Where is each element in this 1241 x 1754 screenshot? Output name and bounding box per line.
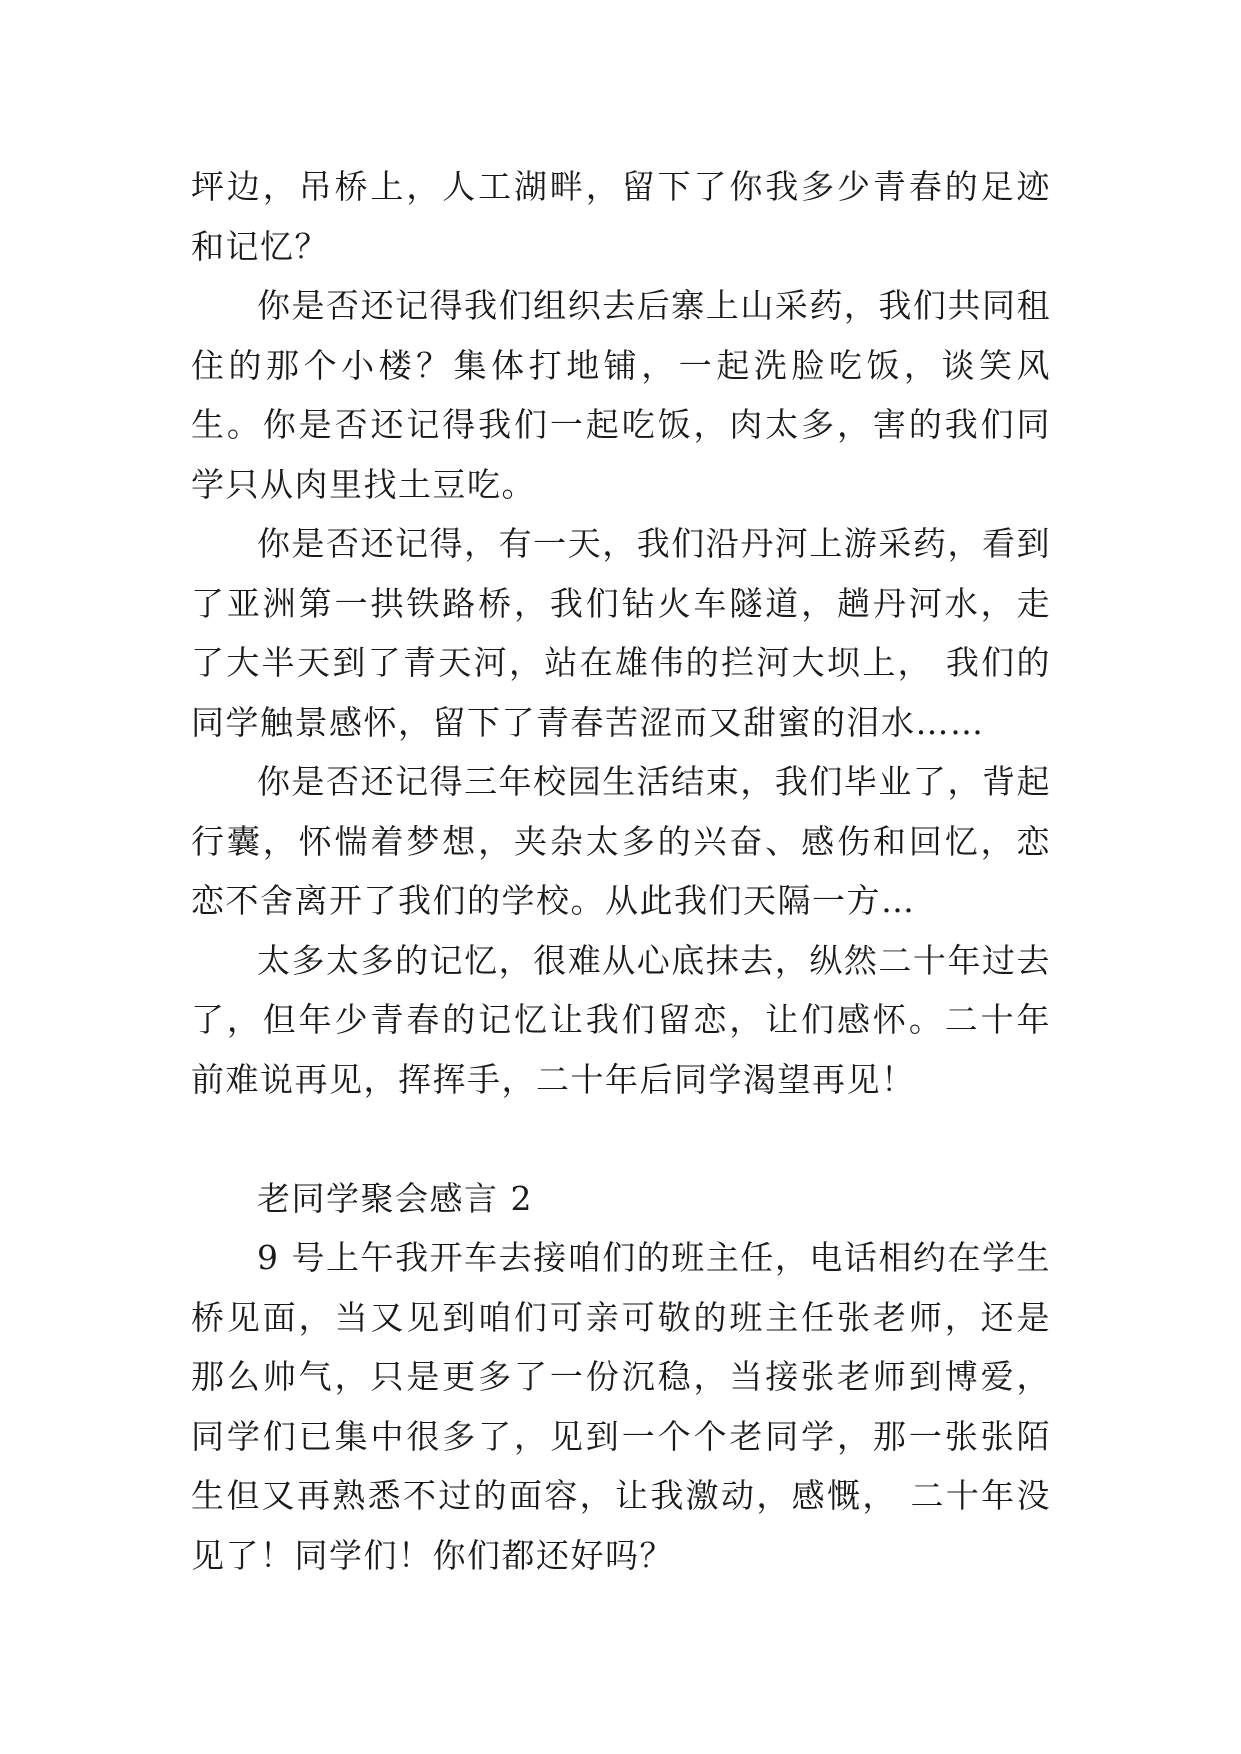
section-heading: 老同学聚会感言 2: [257, 1178, 533, 1218]
paragraph: 太多太多的记忆，很难从心底抹去，纵然二十年过去了，但年少青春的记忆让我们留恋，让们感怀。二十年前难说再见，挥挥手，二十年后同学渴望再见！: [191, 940, 1051, 1099]
paragraph: 9 号上午我开车去接咱们的班主任，电话相约在学生桥见面，当又见到咱们可亲可敬的班主任张老师，还是那么帅气，只是更多了一份沉稳，当接张老师到博爱，同学们已集中很多了，见到一个个老同学，那一张张陌生但又再熟悉不过的面容，让我激动，感慨， 二十年没见了！同学们！你们都还好吗？: [191, 1238, 1051, 1575]
section-spacer: [191, 1109, 1051, 1169]
paragraph: 你是否还记得三年校园生活结束，我们毕业了，背起行囊，怀惴着梦想，夹杂太多的兴奋、感伤和回忆，恋恋不舍离开了我们的学校。从此我们天隔一方…: [191, 762, 1051, 920]
paragraph: 你是否还记得，有一天，我们沿丹河上游采药，看到了亚洲第一拱铁路桥，我们钻火车隧道，趟丹河水，走了大半天到了青天河，站在雄伟的拦河大坝上， 我们的同学触景感怀，留下了青春苦涩而又甜蜜的泪水……: [191, 524, 1051, 742]
paragraph: 你是否还记得我们组织去后寨上山采药，我们共同租住的那个小楼？集体打地铺，一起洗脸吃饭，谈笑风生。你是否还记得我们一起吃饭，肉太多，害的我们同学只从肉里找土豆吃。: [191, 286, 1051, 504]
document-page: [191, 157, 1051, 1585]
paragraph-continued: 坪边，吊桥上，人工湖畔，留下了你我多少青春的足迹和记忆？: [191, 167, 1051, 266]
